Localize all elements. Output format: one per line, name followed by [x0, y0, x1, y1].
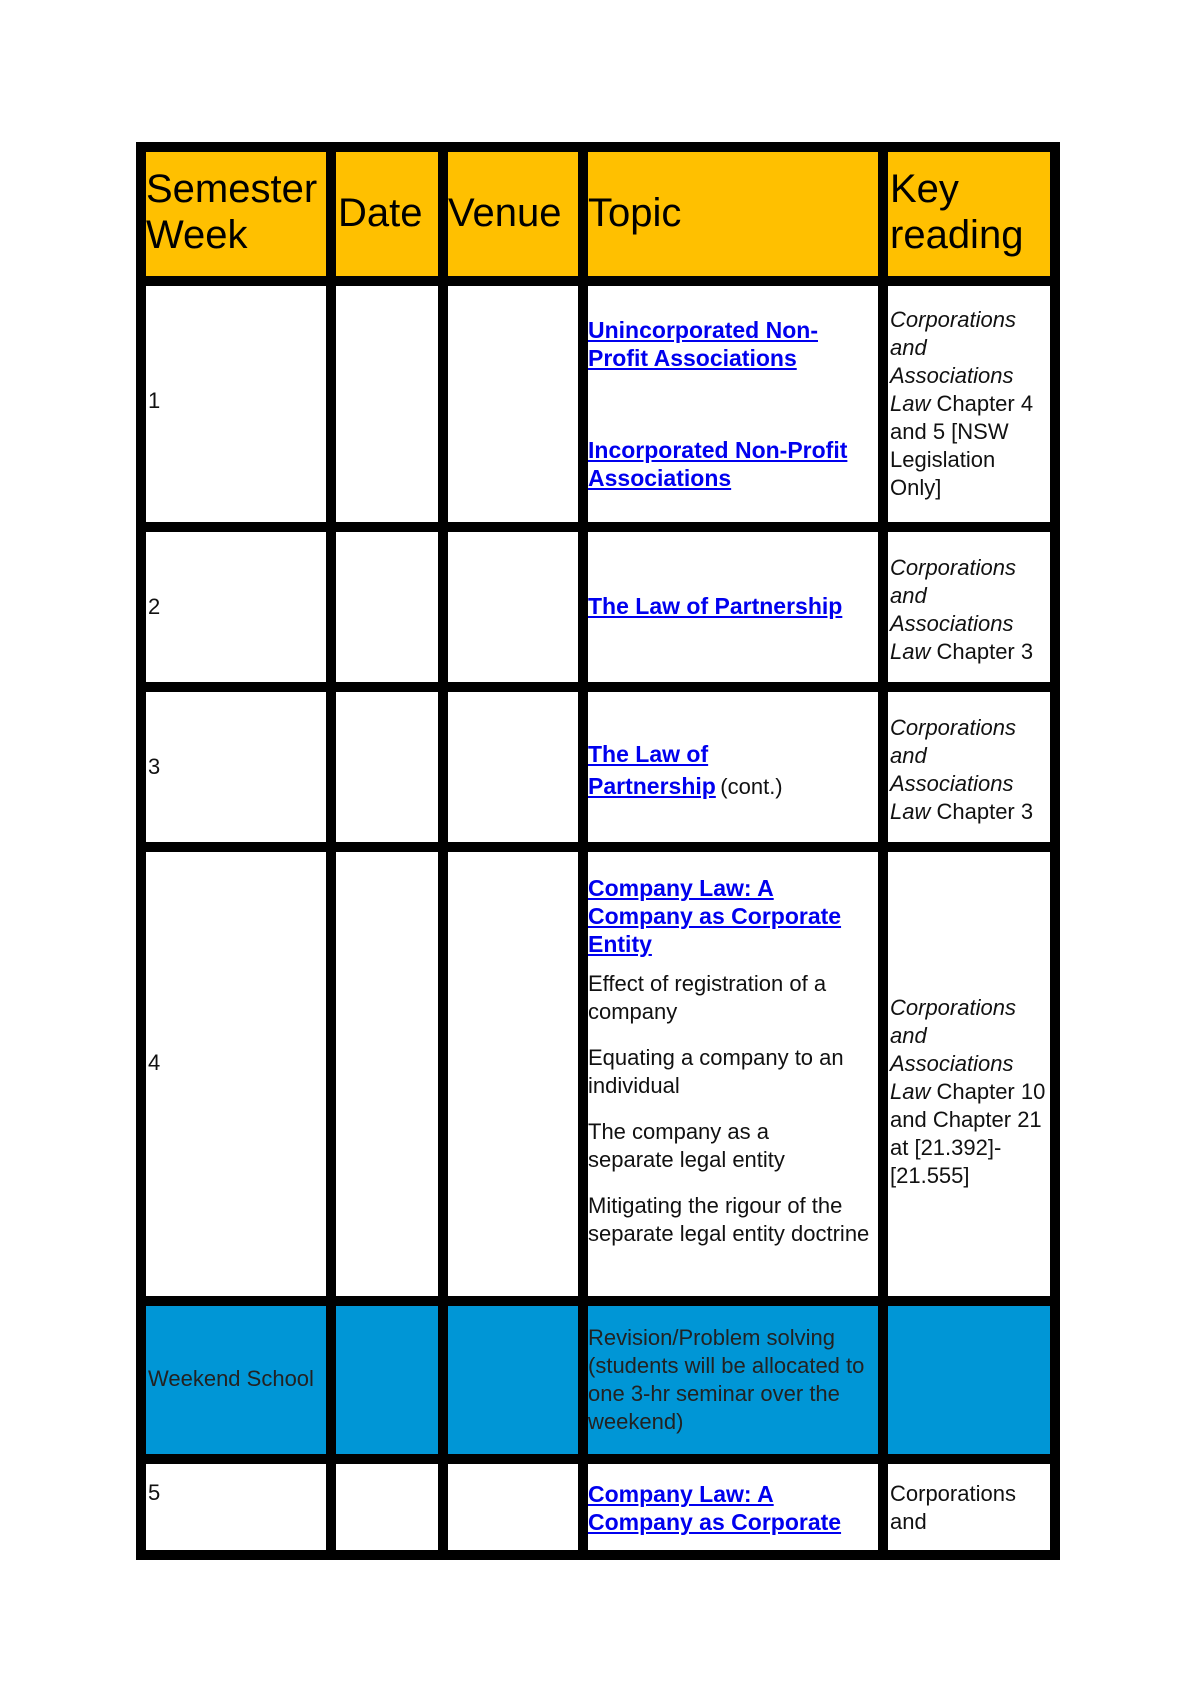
- row4-topic-point-3: The company as a separate legal entity: [588, 1119, 785, 1172]
- row1-venue: [448, 286, 578, 522]
- row4-topic-point-4: Mitigating the rigour of the separate legal entity doctrine: [588, 1193, 870, 1246]
- row5-week-label: 5: [148, 1480, 161, 1505]
- row4-reading-italic: Corporations and Associations: [890, 995, 1016, 1076]
- row1-topic-link-2[interactable]: Incorporated Non-Profit Associations: [588, 437, 848, 491]
- header-topic: [588, 152, 878, 276]
- row3-topic-link[interactable]: The Law of Partnership: [588, 741, 716, 799]
- row1-topic: [588, 286, 878, 522]
- row2-topic: [588, 532, 878, 682]
- row2-topic-link[interactable]: The Law of Partnership: [588, 593, 843, 619]
- row1-date: [336, 286, 438, 522]
- row3-topic-suffix: (cont.): [720, 774, 783, 799]
- row1-reading-text: [890, 306, 1046, 502]
- header-venue-label: Venue: [448, 191, 562, 235]
- weekend-topic: [588, 1306, 878, 1454]
- header-week-label: Semester Week: [146, 167, 318, 257]
- row1-reading-italic: Corporations and Associations: [890, 307, 1016, 388]
- row4-venue: [448, 852, 578, 1296]
- weekend-reading: [888, 1306, 1050, 1454]
- row2-reading-law: Law: [890, 639, 931, 664]
- weekend-week-label: Weekend School: [148, 1366, 314, 1391]
- row1-reading: [888, 286, 1050, 522]
- row3-reading: [888, 692, 1050, 842]
- row2-venue: [448, 532, 578, 682]
- row1-week-label: 1: [148, 388, 161, 413]
- row5-date: [336, 1464, 438, 1550]
- row5-topic: [588, 1464, 878, 1550]
- header-date: [336, 152, 438, 276]
- row2-reading: [888, 532, 1050, 682]
- row3-reading-text: [890, 714, 1046, 826]
- row4-topic-point-1: Effect of registration of a company: [588, 971, 827, 1024]
- header-reading: [888, 152, 1050, 276]
- schedule-table: [136, 142, 1060, 1560]
- row2-week-label: 2: [148, 594, 161, 619]
- row3-topic: [588, 692, 878, 842]
- row2-date: [336, 532, 438, 682]
- header-week: [146, 152, 326, 276]
- row5-reading-text: Corporations and: [890, 1481, 1016, 1534]
- row2-reading-italic: Corporations and Associations: [890, 555, 1016, 636]
- row3-venue: [448, 692, 578, 842]
- row1-reading-rest: Chapter 4 and 5 [NSW Legislation Only]: [890, 391, 1034, 500]
- row5-topic-link[interactable]: Company Law: A Company as Corporate: [588, 1481, 842, 1535]
- row3-reading-italic: Corporations and Associations: [890, 715, 1016, 796]
- row5-reading: [888, 1464, 1050, 1550]
- row4-reading-rest: Chapter 10 and Chapter 21 at [21.392]-[21.555]: [890, 1079, 1046, 1188]
- row2-reading-text: [890, 554, 1046, 666]
- row3-reading-law: Law: [890, 799, 931, 824]
- row4-reading-law: Law: [890, 1079, 931, 1104]
- row5-week: [146, 1464, 326, 1550]
- row4-topic-link[interactable]: Company Law: A Company as Corporate Entity: [588, 875, 842, 957]
- row3-reading-rest: Chapter 3: [936, 799, 1034, 824]
- row4-week-label: 4: [148, 1050, 161, 1075]
- weekend-topic-text: Revision/Problem solving (students will be allocated to one 3-hr seminar over the weekend): [588, 1325, 865, 1434]
- header-reading-label: Key reading: [890, 167, 1024, 257]
- row1-topic-link-1[interactable]: Unincorporated Non-Profit Associations: [588, 317, 818, 371]
- row1-week: [146, 286, 326, 522]
- row3-week: [146, 692, 326, 842]
- weekend-venue: [448, 1306, 578, 1454]
- weekend-date: [336, 1306, 438, 1454]
- row1-reading-law: Law: [890, 391, 931, 416]
- header-venue: [448, 152, 578, 276]
- row4-topic: [588, 852, 878, 1296]
- row3-week-label: 3: [148, 754, 161, 779]
- row4-date: [336, 852, 438, 1296]
- row3-date: [336, 692, 438, 842]
- weekend-week: [146, 1306, 326, 1454]
- row5-venue: [448, 1464, 578, 1550]
- row4-topic-point-2: Equating a company to an individual: [588, 1045, 844, 1098]
- row3-topic-text: [588, 740, 788, 804]
- header-date-label: Date: [338, 191, 423, 235]
- row2-reading-rest: Chapter 3: [936, 639, 1034, 664]
- header-topic-label: Topic: [588, 191, 682, 235]
- row4-week: [146, 852, 326, 1296]
- row2-week: [146, 532, 326, 682]
- row4-reading-text: [890, 994, 1048, 1190]
- row4-reading: [888, 852, 1050, 1296]
